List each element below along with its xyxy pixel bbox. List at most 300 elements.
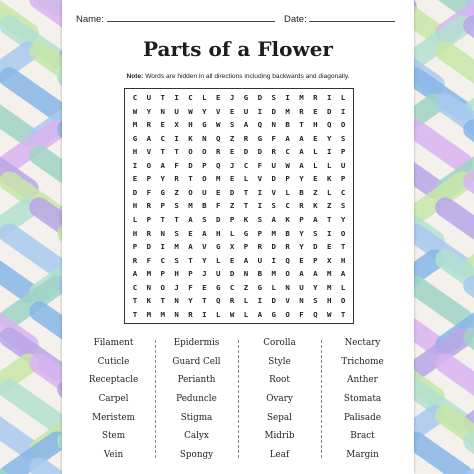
grid-letter[interactable]: Y — [313, 282, 318, 292]
word-list-item: Meristem — [92, 412, 135, 423]
grid-letter[interactable]: E — [202, 282, 207, 292]
grid-letter[interactable]: U — [340, 160, 346, 170]
grid-letter[interactable]: S — [229, 120, 235, 130]
grid-letter[interactable]: V — [271, 187, 276, 197]
grid-letter[interactable]: T — [132, 309, 138, 319]
grid-letter[interactable]: D — [271, 242, 276, 252]
grid-letter[interactable]: H — [174, 269, 179, 279]
grid-letter[interactable]: Z — [229, 201, 235, 211]
grid-letter[interactable]: F — [174, 160, 179, 170]
grid-letter[interactable]: X — [174, 120, 179, 130]
grid-letter[interactable]: T — [340, 242, 346, 252]
grid-letter[interactable]: H — [340, 255, 346, 265]
grid-letter[interactable]: S — [271, 93, 276, 103]
grid-letter[interactable]: A — [257, 309, 263, 319]
word-list-item: Stigma — [180, 412, 213, 423]
grid-letter[interactable]: F — [271, 133, 276, 143]
grid-letter[interactable]: U — [174, 106, 179, 116]
grid-letter[interactable]: T — [188, 174, 193, 184]
grid-letter[interactable]: P — [229, 215, 235, 225]
grid-letter[interactable]: L — [326, 160, 332, 170]
grid-letter[interactable]: N — [174, 296, 179, 306]
grid-letter[interactable]: S — [313, 296, 318, 306]
grid-letter[interactable]: L — [215, 255, 221, 265]
grid-letter[interactable]: N — [299, 296, 304, 306]
grid-letter[interactable]: M — [160, 309, 165, 319]
grid-letter[interactable]: Y — [146, 106, 152, 116]
grid-letter[interactable]: R — [285, 242, 290, 252]
grid-letter[interactable]: U — [299, 282, 304, 292]
grid-letter[interactable]: Y — [299, 174, 304, 184]
grid-letter[interactable]: I — [340, 106, 346, 116]
grid-letter[interactable]: L — [326, 187, 332, 197]
grid-letter[interactable]: H — [215, 228, 221, 238]
grid-letter[interactable]: Q — [215, 160, 221, 170]
grid-letter[interactable]: O — [285, 269, 290, 279]
grid-letter[interactable]: C — [132, 93, 138, 103]
grid-letter[interactable]: Z — [313, 187, 318, 197]
grid-letter[interactable]: E — [313, 106, 318, 116]
grid-letter[interactable]: G — [215, 282, 221, 292]
grid-letter[interactable]: I — [174, 93, 179, 103]
grid-letter[interactable]: W — [285, 160, 290, 170]
grid-letter[interactable]: H — [188, 120, 193, 130]
grid-letter[interactable]: L — [285, 187, 290, 197]
grid-letter[interactable]: R — [188, 309, 193, 319]
grid-letter[interactable]: Y — [340, 215, 346, 225]
grid-letter[interactable]: O — [340, 228, 346, 238]
grid-letter[interactable]: P — [202, 160, 207, 170]
grid-letter[interactable]: Q — [285, 255, 290, 265]
grid-letter[interactable]: C — [340, 187, 346, 197]
grid-letter[interactable]: L — [313, 160, 318, 170]
grid-letter[interactable]: K — [326, 174, 332, 184]
grid-letter[interactable]: G — [257, 133, 263, 143]
grid-letter[interactable]: D — [257, 147, 263, 157]
grid-letter[interactable]: C — [285, 147, 290, 157]
grid-letter[interactable]: L — [243, 309, 249, 319]
grid-letter[interactable]: P — [285, 174, 290, 184]
grid-letter[interactable]: A — [313, 269, 318, 279]
grid-letter[interactable]: M — [174, 242, 179, 252]
grid-letter[interactable]: K — [285, 215, 290, 225]
grid-letter[interactable]: I — [257, 187, 263, 197]
grid-letter[interactable]: M — [285, 106, 290, 116]
grid-letter[interactable]: M — [271, 269, 276, 279]
grid-letter[interactable]: S — [174, 255, 179, 265]
grid-letter[interactable]: Q — [326, 120, 332, 130]
grid-letter[interactable]: T — [160, 147, 165, 157]
grid-letter[interactable]: P — [243, 242, 249, 252]
grid-letter[interactable]: D — [313, 242, 318, 252]
grid-letter[interactable]: W — [188, 106, 193, 116]
name-line[interactable] — [107, 12, 275, 22]
grid-letter[interactable]: I — [257, 296, 263, 306]
grid-letter[interactable]: D — [229, 187, 235, 197]
grid-letter[interactable]: S — [340, 201, 346, 211]
word-list-item: Receptacle — [88, 375, 139, 386]
grid-letter[interactable]: D — [271, 174, 276, 184]
grid-letter[interactable]: R — [243, 133, 249, 143]
grid-letter[interactable]: M — [326, 269, 332, 279]
grid-letter[interactable]: T — [188, 255, 193, 265]
grid-letter[interactable]: J — [229, 160, 235, 170]
grid-letter[interactable]: A — [132, 269, 138, 279]
date-field[interactable] — [284, 12, 395, 25]
grid-letter[interactable]: O — [285, 309, 290, 319]
grid-letter[interactable]: C — [229, 282, 235, 292]
grid-letter[interactable]: T — [299, 120, 304, 130]
grid-letter[interactable]: P — [160, 201, 165, 211]
grid-letter[interactable]: C — [285, 201, 290, 211]
grid-letter[interactable]: X — [326, 255, 332, 265]
grid-letter[interactable]: S — [271, 201, 276, 211]
grid-letter[interactable]: R — [257, 242, 263, 252]
grid-letter[interactable]: L — [340, 93, 346, 103]
grid-letter[interactable]: P — [340, 147, 346, 157]
grid-letter[interactable]: E — [229, 174, 235, 184]
grid-letter[interactable]: O — [202, 174, 207, 184]
grid-letter[interactable]: R — [229, 296, 235, 306]
grid-letter[interactable]: B — [285, 228, 290, 238]
word-list-item: Trichome — [341, 356, 384, 367]
grid-letter[interactable]: C — [160, 255, 165, 265]
grid-letter[interactable]: V — [146, 147, 152, 157]
grid-letter[interactable]: P — [132, 242, 138, 252]
grid-letter[interactable]: N — [160, 106, 165, 116]
grid-letter[interactable]: Y — [188, 296, 193, 306]
grid-letter[interactable]: L — [229, 228, 235, 238]
grid-letter[interactable]: Z — [326, 201, 332, 211]
grid-letter[interactable]: P — [146, 174, 152, 184]
grid-letter[interactable]: M — [146, 309, 152, 319]
grid-letter[interactable]: U — [146, 93, 152, 103]
grid-letter[interactable]: I — [285, 93, 290, 103]
grid-letter[interactable]: B — [202, 201, 207, 211]
grid-letter[interactable]: Z — [229, 133, 235, 143]
grid-letter[interactable]: R — [146, 120, 152, 130]
grid-letter[interactable]: R — [271, 147, 276, 157]
grid-letter[interactable]: S — [313, 228, 318, 238]
name-label: Name: — [76, 14, 104, 25]
grid-letter[interactable]: K — [313, 201, 318, 211]
grid-letter[interactable]: S — [257, 215, 263, 225]
grid-letter[interactable]: T — [160, 93, 165, 103]
grid-letter[interactable]: S — [174, 201, 179, 211]
grid-letter[interactable]: F — [188, 282, 193, 292]
grid-letter[interactable]: E — [326, 242, 332, 252]
grid-letter[interactable]: A — [299, 160, 304, 170]
grid-letter[interactable]: L — [243, 296, 249, 306]
word-list-item: Filament — [93, 338, 134, 348]
grid-letter[interactable]: D — [215, 215, 221, 225]
grid-letter[interactable]: Y — [299, 242, 304, 252]
grid-letter[interactable]: B — [257, 269, 263, 279]
grid-letter[interactable]: U — [215, 269, 221, 279]
grid-letter[interactable]: E — [188, 228, 193, 238]
word-column — [72, 334, 155, 466]
grid-letter[interactable]: Q — [215, 133, 221, 143]
grid-letter[interactable]: D — [326, 106, 332, 116]
grid-letter[interactable]: D — [229, 269, 235, 279]
grid-letter[interactable]: A — [202, 228, 207, 238]
grid-letter[interactable]: E — [229, 147, 235, 157]
grid-letter[interactable]: K — [146, 296, 152, 306]
grid-letter[interactable]: G — [160, 187, 165, 197]
grid-letter[interactable]: I — [271, 255, 276, 265]
grid-letter[interactable]: Q — [215, 296, 221, 306]
grid-letter[interactable]: U — [202, 187, 207, 197]
grid-letter[interactable]: W — [326, 309, 332, 319]
grid-letter[interactable]: I — [326, 93, 332, 103]
grid-letter[interactable]: W — [215, 120, 221, 130]
grid-letter[interactable]: N — [285, 282, 290, 292]
grid-letter[interactable]: I — [257, 106, 263, 116]
word-column — [321, 334, 404, 466]
grid-letter[interactable]: A — [146, 133, 152, 143]
word-list-item: Bract — [350, 431, 375, 442]
grid-letter[interactable]: T — [243, 187, 249, 197]
grid-letter[interactable]: F — [146, 187, 152, 197]
grid-letter[interactable]: R — [299, 106, 304, 116]
grid-letter[interactable]: H — [132, 201, 138, 211]
grid-letter[interactable]: M — [132, 120, 138, 130]
grid-letter[interactable]: C — [132, 282, 138, 292]
grid-letter[interactable]: G — [271, 309, 276, 319]
word-column — [238, 334, 321, 466]
grid-letter[interactable]: H — [132, 147, 138, 157]
grid-letter[interactable]: D — [188, 160, 193, 170]
grid-letter[interactable]: Y — [160, 174, 165, 184]
grid-letter[interactable]: I — [326, 147, 332, 157]
grid-letter[interactable]: M — [146, 269, 152, 279]
word-list-item: Margin — [346, 449, 379, 460]
grid-letter[interactable]: T — [160, 215, 165, 225]
word-list — [72, 334, 404, 466]
grid-letter[interactable]: Q — [257, 120, 263, 130]
grid-letter[interactable]: E — [132, 174, 138, 184]
grid-letter[interactable]: P — [160, 269, 165, 279]
date-line[interactable] — [309, 12, 395, 22]
grid-letter[interactable]: T — [326, 215, 332, 225]
grid-letter[interactable]: L — [271, 282, 276, 292]
grid-letter[interactable]: R — [299, 201, 304, 211]
grid-letter[interactable]: R — [132, 255, 138, 265]
grid-letter[interactable]: A — [243, 120, 249, 130]
note-label: Note: — [126, 73, 144, 80]
grid-letter[interactable]: T — [174, 215, 179, 225]
grid-letter[interactable]: E — [229, 106, 235, 116]
grid-letter[interactable]: T — [202, 296, 207, 306]
grid-letter[interactable]: U — [243, 106, 249, 116]
grid-letter[interactable]: N — [160, 228, 165, 238]
grid-letter[interactable]: G — [202, 120, 207, 130]
grid-letter[interactable]: T — [174, 147, 179, 157]
grid-letter[interactable]: M — [188, 201, 193, 211]
grid-letter[interactable]: F — [299, 309, 304, 319]
grid-letter[interactable]: H — [132, 228, 138, 238]
grid-letter[interactable]: L — [215, 309, 221, 319]
grid-letter[interactable]: N — [174, 309, 179, 319]
grid-letter[interactable]: G — [132, 133, 138, 143]
grid-letter[interactable]: A — [188, 215, 193, 225]
grid-letter[interactable]: D — [271, 296, 276, 306]
word-list-item: Peduncle — [176, 393, 217, 404]
grid-letter[interactable]: B — [299, 187, 304, 197]
grid-letter[interactable]: A — [160, 160, 165, 170]
grid-letter[interactable]: A — [340, 269, 346, 279]
grid-letter[interactable]: G — [243, 228, 249, 238]
grid-letter[interactable]: M — [299, 93, 304, 103]
grid-letter[interactable]: U — [257, 255, 263, 265]
grid-letter[interactable]: Y — [202, 255, 207, 265]
grid-letter[interactable]: M — [271, 228, 276, 238]
grid-letter[interactable]: A — [313, 215, 318, 225]
word-list-item: Style — [268, 356, 291, 367]
grid-letter[interactable]: T — [243, 201, 249, 211]
grid-letter[interactable]: Q — [313, 309, 318, 319]
grid-letter[interactable]: Y — [326, 133, 332, 143]
grid-letter[interactable]: C — [160, 133, 165, 143]
grid-letter[interactable]: D — [132, 187, 138, 197]
grid-letter[interactable]: J — [174, 282, 179, 292]
grid-letter[interactable]: N — [146, 282, 152, 292]
grid-letter[interactable]: O — [188, 147, 193, 157]
grid-letter[interactable]: M — [326, 282, 332, 292]
grid-letter[interactable]: A — [299, 133, 304, 143]
grid-letter[interactable]: E — [160, 120, 165, 130]
grid-letter[interactable]: Z — [243, 282, 249, 292]
grid-letter[interactable]: P — [188, 269, 193, 279]
grid-letter[interactable]: K — [188, 133, 193, 143]
grid-letter[interactable]: F — [215, 201, 221, 211]
grid-letter[interactable]: D — [271, 106, 276, 116]
grid-letter[interactable]: P — [313, 255, 318, 265]
grid-letter[interactable]: O — [340, 296, 346, 306]
grid-letter[interactable]: P — [340, 174, 346, 184]
grid-letter[interactable]: E — [215, 93, 221, 103]
grid-letter[interactable]: T — [340, 309, 346, 319]
grid-letter[interactable]: P — [146, 215, 152, 225]
grid-letter[interactable]: Y — [299, 228, 304, 238]
grid-letter[interactable]: V — [215, 106, 221, 116]
grid-letter[interactable]: E — [299, 255, 304, 265]
name-field[interactable] — [76, 12, 275, 25]
grid-letter[interactable]: L — [132, 215, 138, 225]
grid-letter[interactable]: Y — [202, 106, 207, 116]
word-list-item: Perianth — [177, 375, 216, 386]
grid-letter[interactable]: O — [188, 187, 193, 197]
word-list-item: Palisade — [344, 412, 381, 423]
grid-letter[interactable]: C — [188, 93, 193, 103]
grid-letter[interactable]: M — [215, 174, 221, 184]
grid-letter[interactable]: A — [299, 269, 304, 279]
grid-letter[interactable]: F — [257, 160, 263, 170]
word-list-item: Sepal — [267, 412, 292, 423]
grid-letter[interactable]: H — [313, 120, 318, 130]
grid-letter[interactable]: O — [160, 282, 165, 292]
grid-letter[interactable]: N — [271, 120, 276, 130]
grid-letter[interactable]: A — [188, 242, 193, 252]
grid-letter[interactable]: J — [202, 269, 207, 279]
grid-letter[interactable]: K — [243, 215, 249, 225]
word-list-item: Midrib — [264, 431, 295, 442]
grid-letter[interactable]: O — [202, 147, 207, 157]
grid-letter[interactable]: R — [146, 201, 152, 211]
grid-letter[interactable]: W — [132, 106, 138, 116]
grid-letter[interactable]: T — [160, 296, 165, 306]
grid-letter[interactable]: O — [340, 120, 346, 130]
grid-letter[interactable]: I — [257, 201, 263, 211]
grid-letter[interactable]: R — [174, 174, 179, 184]
word-search-grid — [124, 88, 354, 324]
grid-letter[interactable]: E — [313, 133, 318, 143]
grid-letter[interactable]: L — [313, 147, 318, 157]
word-list-item: Carpel — [98, 393, 129, 404]
grid-letter[interactable]: L — [340, 282, 346, 292]
grid-letter[interactable]: F — [146, 255, 152, 265]
grid-letter[interactable]: V — [202, 242, 207, 252]
grid-letter[interactable]: A — [285, 133, 290, 143]
grid-letter[interactable]: G — [257, 282, 263, 292]
grid-letter[interactable]: T — [132, 296, 138, 306]
grid-letter[interactable]: P — [257, 228, 263, 238]
grid-letter[interactable]: W — [229, 309, 235, 319]
grid-letter[interactable]: X — [229, 242, 235, 252]
grid-letter[interactable]: L — [243, 174, 249, 184]
word-list-item: Cuticle — [97, 356, 130, 367]
grid-letter[interactable]: V — [285, 296, 290, 306]
grid-letter[interactable]: S — [340, 133, 346, 143]
grid-letter[interactable]: S — [174, 228, 179, 238]
grid-letter[interactable]: R — [313, 93, 318, 103]
grid-letter[interactable]: G — [215, 242, 221, 252]
grid-letter[interactable]: I — [326, 228, 332, 238]
grid-letter[interactable]: N — [243, 269, 249, 279]
grid-letter[interactable]: O — [146, 160, 152, 170]
grid-letter[interactable]: A — [271, 215, 276, 225]
grid-letter[interactable]: I — [174, 133, 179, 143]
grid-letter[interactable]: U — [271, 160, 276, 170]
grid-letter[interactable]: P — [299, 215, 304, 225]
grid-letter[interactable]: E — [313, 174, 318, 184]
grid-letter[interactable]: B — [285, 120, 290, 130]
grid-letter[interactable]: I — [160, 242, 165, 252]
grid-letter[interactable]: L — [202, 93, 207, 103]
date-label: Date: — [284, 14, 307, 25]
grid-letter[interactable]: S — [202, 215, 207, 225]
grid-letter[interactable]: A — [299, 147, 304, 157]
grid-letter[interactable]: H — [326, 296, 332, 306]
grid-letter[interactable]: E — [215, 187, 221, 197]
grid-letter[interactable]: G — [243, 93, 249, 103]
grid-letter[interactable]: V — [257, 174, 263, 184]
grid-letter[interactable]: R — [146, 228, 152, 238]
grid-letter[interactable]: C — [243, 160, 249, 170]
grid-letter[interactable]: D — [146, 242, 152, 252]
grid-letter[interactable]: I — [202, 309, 207, 319]
grid-letter[interactable]: I — [132, 160, 138, 170]
grid-letter[interactable]: A — [243, 255, 249, 265]
grid-letter[interactable]: Z — [174, 187, 179, 197]
grid-letter[interactable]: R — [215, 147, 221, 157]
grid-letter[interactable]: N — [202, 133, 207, 143]
word-list-item: Corolla — [263, 338, 296, 348]
grid-letter[interactable]: J — [229, 93, 235, 103]
grid-letter[interactable]: E — [229, 255, 235, 265]
grid-letter[interactable]: D — [243, 147, 249, 157]
grid-letter[interactable]: D — [257, 93, 263, 103]
